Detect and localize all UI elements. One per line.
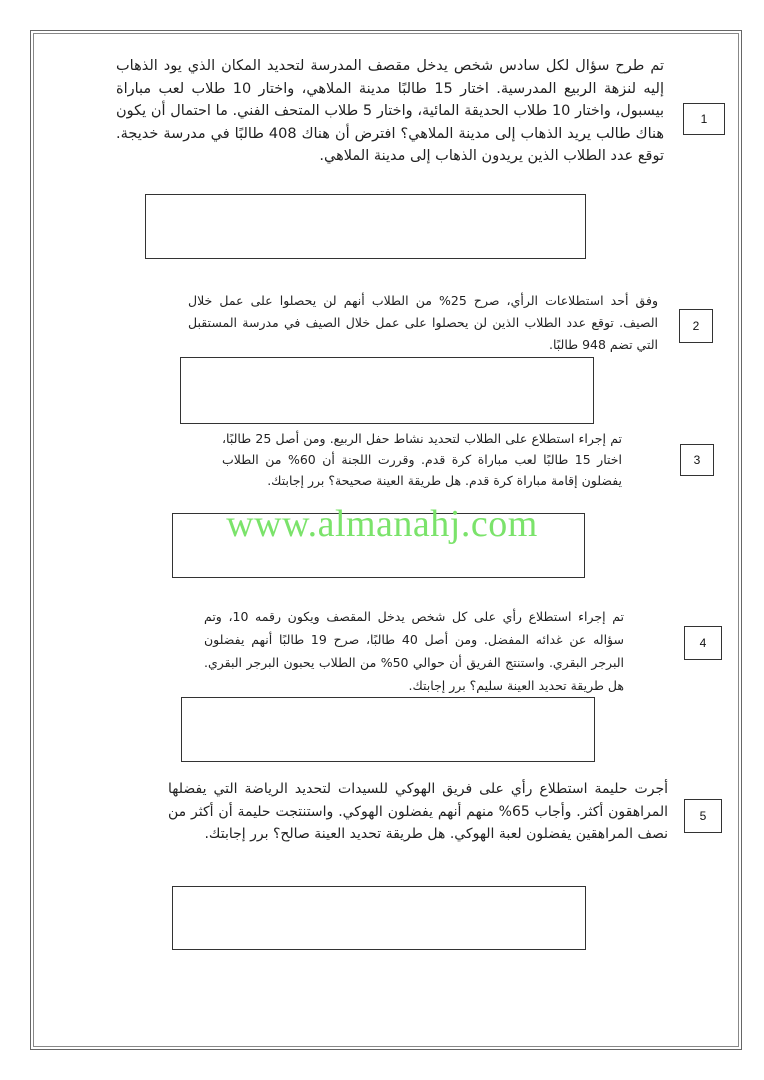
question-1-number: 1 <box>683 103 725 135</box>
watermark-text: www.almanahj.com <box>226 503 538 545</box>
question-2-answer-box[interactable] <box>180 357 594 424</box>
question-1-answer-box[interactable] <box>145 194 586 259</box>
question-4-text: تم إجراء استطلاع رأي على كل شخص يدخل المقصف ويكون رقمه 10، وتم سؤاله عن غدائه المفضل. ومن أصل 40 طالبًا، صرح 19 طالبًا أنهم يفضلون البرجر البقري. واستنتج الفريق أن حوالي 50% من الطلاب يحبون البرجر البقري. هل طريقة تحديد العينة سليم؟ برر إجابتك. <box>204 609 625 693</box>
question-5-text: أجرت حليمة استطلاع رأي على فريق الهوكي للسيدات لتحديد الرياضة التي يفضلها المراهقون أكثر. وأجاب 65% منهم أنهم يفضلون الهوكي. واستنتجت حليمة أن أكثر من نصف المراهقين يفضلون لعبة الهوكي. هل طريقة تحديد العينة صالح؟ برر إجابتك. <box>168 781 668 842</box>
question-4-number: 4 <box>684 626 722 660</box>
question-3-text: تم إجراء استطلاع على الطلاب لتحديد نشاط حفل الربيع. ومن أصل 25 طالبًا، اختار 15 طالبًا لعب مباراة كرة قدم. وقررت اللجنة أن 60% من الطلاب يفضلون إقامة مباراة كرة قدم. هل طريقة العينة صحيحة؟ برر إجابتك. <box>222 431 623 488</box>
question-5-answer-box[interactable] <box>172 886 586 950</box>
question-3-number: 3 <box>680 444 714 476</box>
question-2-number: 2 <box>679 309 713 343</box>
question-2-text: وفق أحد استطلاعات الرأي، صرح 25% من الطلاب أنهم لن يحصلوا على عمل خلال الصيف. توقع عدد الطلاب الذين لن يحصلوا على عمل خلال الصيف في مدرسة المستقبل التي تضم 948 طالبًا. <box>188 293 658 352</box>
question-4-answer-box[interactable] <box>181 697 595 762</box>
question-5-number: 5 <box>684 799 722 833</box>
question-1-text: تم طرح سؤال لكل سادس شخص يدخل مقصف المدرسة لتحديد المكان الذي يود الذهاب إليه لنزهة الربيع المدرسية. اختار 15 طالبًا مدينة الملاهي، واختار 10 طلاب لعب مباراة بيسبول، واختار 10 طلاب الحديقة المائية، واختار 5 طلاب المتحف الفني. ما احتمال أن يكون هناك طالب يريد الذهاب إلى مدينة الملاهي؟ افترض أن هناك 408 طالبًا في مدرسة خديجة. توقع عدد الطلاب الذين يريدون الذهاب إلى مدينة الملاهي. <box>116 58 665 164</box>
